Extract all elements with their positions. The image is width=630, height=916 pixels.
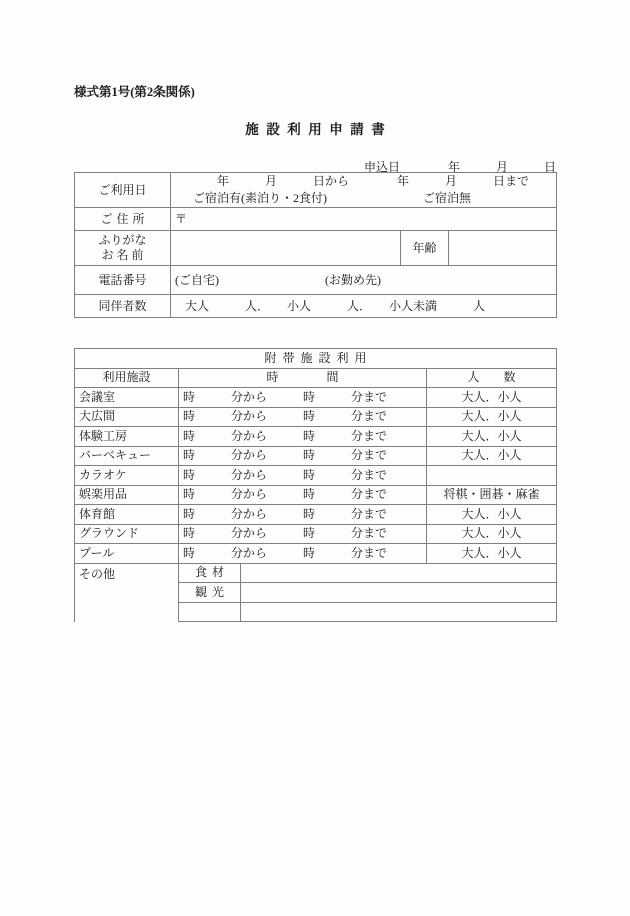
- table-row: [75, 446, 557, 466]
- facility-name: カラオケ: [75, 466, 179, 486]
- label-use-date: ご利用日: [75, 173, 171, 208]
- facility-time-field[interactable]: 時 分から 時 分まで: [179, 485, 427, 505]
- facility-time-field[interactable]: 時 分から 時 分まで: [179, 407, 427, 427]
- table-row: [75, 388, 557, 408]
- field-other-blank[interactable]: [241, 602, 557, 622]
- table-row: [75, 427, 557, 447]
- facility-name: 体験工房: [75, 427, 179, 447]
- label-furigana: ふりがな: [98, 233, 147, 247]
- facility-time-field[interactable]: 時 分から 時 分まで: [179, 505, 427, 525]
- application-date-line: 申込日 年 月 日: [363, 160, 556, 174]
- value-lodging-options[interactable]: ご宿泊有(素泊り・2食付) ご宿泊無: [171, 190, 557, 208]
- label-name: [75, 231, 171, 266]
- column-header-time: 時 間: [179, 368, 427, 388]
- label-other: その他: [75, 563, 179, 622]
- field-address[interactable]: 〒: [171, 208, 557, 231]
- label-address: ご住所: [75, 208, 171, 231]
- facility-people-field[interactable]: 大人．小人: [427, 524, 557, 544]
- facility-people-field[interactable]: 大人．小人: [427, 388, 557, 408]
- table-header-row: [75, 368, 557, 388]
- label-phone: 電話番号: [75, 266, 171, 295]
- facility-people-field[interactable]: 大人．小人: [427, 407, 557, 427]
- facility-name: 会議室: [75, 388, 179, 408]
- label-other-ingredients: 食材: [179, 563, 241, 583]
- table-row: [75, 407, 557, 427]
- form-number: 様式第1号(第2条関係): [74, 85, 195, 99]
- facility-time-field[interactable]: 時 分から 時 分まで: [179, 524, 427, 544]
- facility-name: 大広間: [75, 407, 179, 427]
- table-row: [75, 505, 557, 525]
- section-title-facility: 附帯施設利用: [75, 349, 557, 369]
- facility-people-field[interactable]: 将棋・囲碁・麻雀: [427, 485, 557, 505]
- table-row: [75, 295, 557, 318]
- field-companions[interactable]: 大人 人． 小人 人． 小人未満 人: [171, 295, 557, 318]
- facility-name: 体育館: [75, 505, 179, 525]
- facility-name: 娯楽用品: [75, 485, 179, 505]
- table-row: [75, 266, 557, 295]
- label-other-blank: [179, 602, 241, 622]
- label-companions: 同伴者数: [75, 295, 171, 318]
- column-header-people: 人 数: [427, 368, 557, 388]
- table-row: [75, 544, 557, 564]
- facility-people-field[interactable]: 大人．小人: [427, 505, 557, 525]
- table-row: [75, 173, 557, 191]
- page-title: 施設利用申請書: [245, 122, 393, 137]
- facility-time-field[interactable]: 時 分から 時 分まで: [179, 388, 427, 408]
- facility-people-field[interactable]: 大人．小人: [427, 427, 557, 447]
- facility-name: バーベキュー: [75, 446, 179, 466]
- label-other-sightseeing: 観光: [179, 583, 241, 603]
- label-age: 年齢: [401, 231, 449, 266]
- field-name[interactable]: [171, 231, 401, 266]
- facility-time-field[interactable]: 時 分から 時 分まで: [179, 427, 427, 447]
- field-other-sightseeing[interactable]: [241, 583, 557, 603]
- table-row: [75, 466, 557, 486]
- facility-people-field[interactable]: [427, 466, 557, 486]
- label-phone-work: (お勤め先): [325, 272, 381, 287]
- facility-name: プール: [75, 544, 179, 564]
- facility-people-field[interactable]: 大人．小人: [427, 446, 557, 466]
- field-phone[interactable]: [171, 266, 557, 295]
- table-row: [75, 563, 557, 583]
- table-row: [75, 231, 557, 266]
- column-header-facility: 利用施設: [75, 368, 179, 388]
- facility-people-field[interactable]: 大人．小人: [427, 544, 557, 564]
- table-row: [75, 208, 557, 231]
- field-age[interactable]: [449, 231, 557, 266]
- label-fullname: お名前: [101, 248, 147, 262]
- applicant-info-table: [74, 172, 557, 318]
- facility-name: グラウンド: [75, 524, 179, 544]
- facility-usage-table: [74, 348, 557, 622]
- value-use-date-range[interactable]: 年 月 日から 年 月 日まで: [171, 173, 557, 191]
- table-row: [75, 524, 557, 544]
- facility-time-field[interactable]: 時 分から 時 分まで: [179, 466, 427, 486]
- table-row: [75, 349, 557, 369]
- facility-time-field[interactable]: 時 分から 時 分まで: [179, 446, 427, 466]
- facility-time-field[interactable]: 時 分から 時 分まで: [179, 544, 427, 564]
- label-phone-home: (ご自宅): [175, 272, 219, 287]
- field-other-ingredients[interactable]: [241, 563, 557, 583]
- table-row: [75, 485, 557, 505]
